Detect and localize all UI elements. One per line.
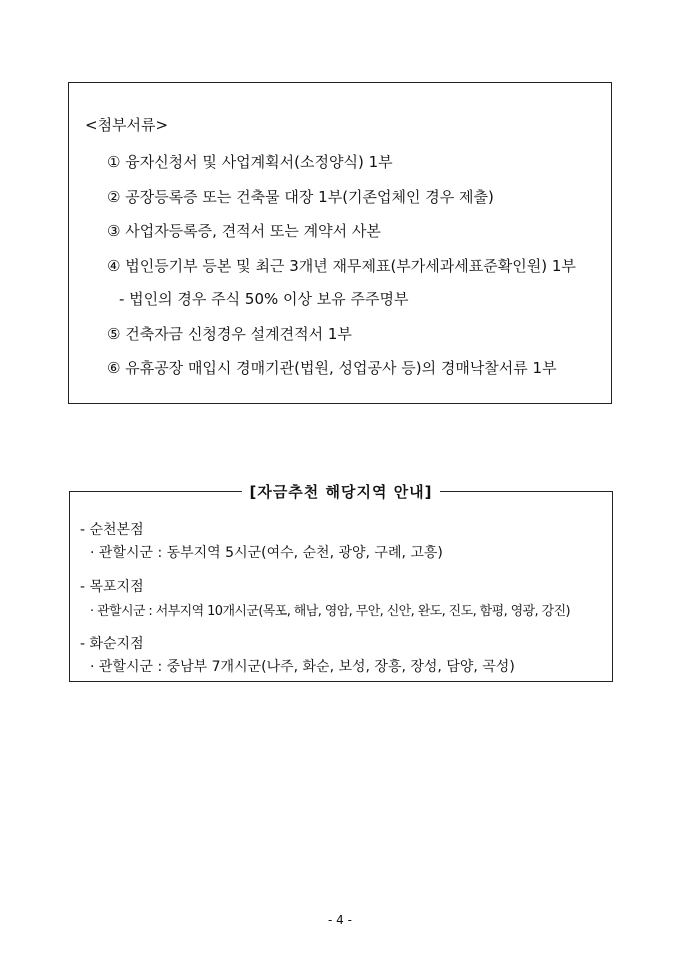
branch-area-suncheon: · 관할시군 : 동부지역 5시군(여수, 순천, 광양, 구례, 고흥) [90,545,443,561]
branch-area-hwasun: · 관할시군 : 중남부 7개시군(나주, 화순, 보성, 장흥, 장성, 담양, 곡성) [90,659,515,675]
branch-name-hwasun: - 화순지점 [80,636,144,652]
branch-name-mokpo: - 목포지점 [80,579,144,595]
attachment-item-5: ⑤ 건축자금 신청경우 설계견적서 1부 [107,325,352,343]
attachment-item-4: ④ 법인등기부 등본 및 최근 3개년 재무제표(부가세과세표준확인원) 1부 [107,257,576,275]
region-guide-title-wrap [70,481,612,502]
region-guide-title: [자금추천 해당지역 안내] [242,481,439,502]
page-number: - 4 - [328,913,352,927]
attachment-item-1: ① 융자신청서 및 사업계획서(소정양식) 1부 [107,153,393,171]
attachment-item-2: ② 공장등록증 또는 건축물 대장 1부(기존업체인 경우 제출) [107,188,494,206]
attachment-item-3: ③ 사업자등록증, 견적서 또는 계약서 사본 [107,222,381,240]
branch-area-mokpo: · 관할시군 : 서부지역 10개시군(목포, 해남, 영암, 무안, 신안, 완도, 진도, 함평, 영광, 강진) [90,604,571,619]
attachments-heading: <첨부서류> [85,116,169,134]
branch-name-suncheon: - 순천본점 [80,522,144,538]
region-guide-box [69,483,613,682]
attachments-box [68,82,612,404]
attachment-item-4-note: - 법인의 경우 주식 50% 이상 보유 주주명부 [119,290,409,308]
attachment-item-6: ⑥ 유휴공장 매입시 경매기관(법원, 성업공사 등)의 경매낙찰서류 1부 [107,359,557,377]
